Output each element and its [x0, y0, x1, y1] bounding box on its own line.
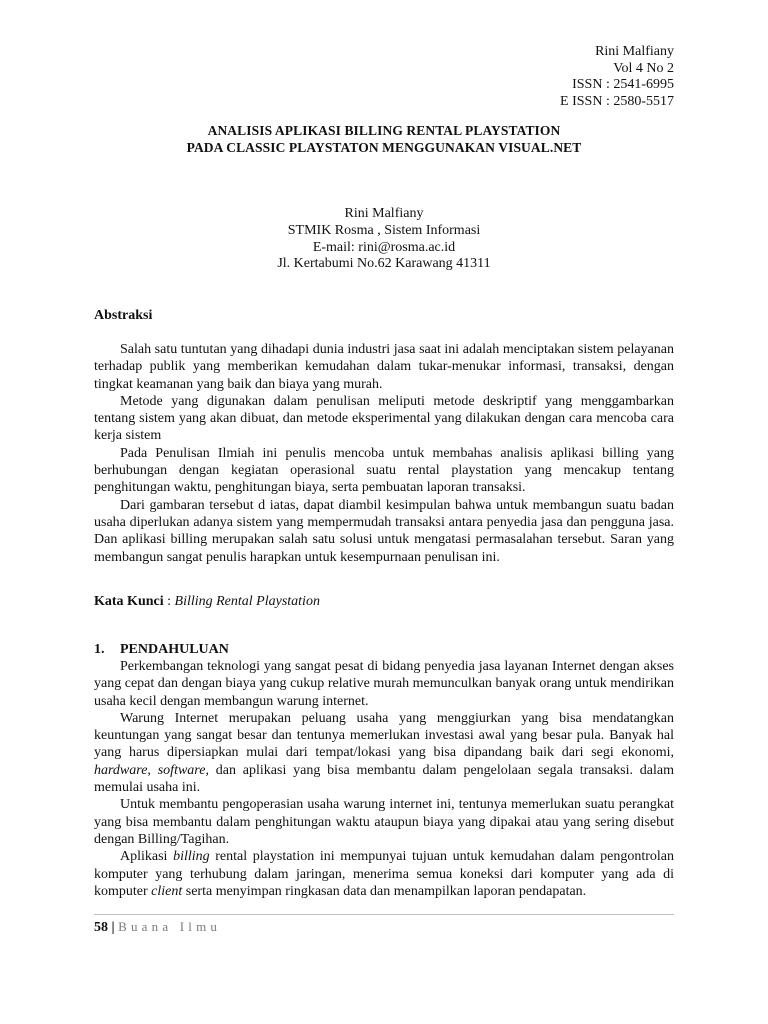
header-eissn: E ISSN : 2580-5517 — [560, 93, 674, 109]
keywords-value: Billing Rental Playstation — [174, 594, 320, 609]
author-email: E-mail: rini@rosma.ac.id — [312, 239, 456, 255]
paper-title — [0, 122, 768, 156]
author-address: Jl. Kertabumi No.62 Karawang 41311 — [277, 256, 491, 272]
header-volume: Vol 4 No 2 — [613, 60, 674, 76]
abstract-paragraph: Dari gambaran tersebut d iatas, dapat diambil kesimpulan bahwa untuk membangun suatu badan usaha diperlukan adanya sistem yang mempermudah transaksi antara penyedia jasa dan pengguna jasa. Dan aplikasi billing merupakan salah satu solusi untuk mengatasi permasalahan tersebut. Saran yang membangun sangat penulis harapkan untuk kesempurnaan penulisan ini. — [94, 497, 674, 565]
footer-separator: | — [108, 920, 119, 935]
p4-text-a: Aplikasi — [120, 849, 174, 865]
section-title: PENDAHULUAN — [120, 642, 229, 657]
title-line-1: ANALISIS APLIKASI BILLING RENTAL PLAYSTATION — [207, 123, 561, 138]
section-number: 1. — [94, 642, 105, 657]
pendahuluan-paragraph-1: Perkembangan teknologi yang sangat pesat di bidang penyedia jasa layanan Internet dengan akses yang cepat dan dengan biaya yang cukup relative murah memunculkan banyak orang untuk mendirikan usaha kecil dengan membangun warung internet. — [94, 659, 674, 709]
p4-text-b: rental playstation ini mempunyai tujuan untuk kemudahan dalam pengontrolan komputer yang terhubung dalam jaringan, menerima semua koneksi dari komputer yang ada di komputer — [94, 849, 674, 899]
section-heading-pendahuluan — [94, 641, 229, 658]
p2-software: software — [157, 762, 206, 778]
title-line-2: PADA CLASSIC PLAYSTATON MENGGUNAKAN VISUAL.NET — [186, 140, 582, 155]
author-name: Rini Malfiany — [344, 206, 424, 221]
keywords-label: Kata Kunci — [94, 594, 164, 609]
journal-name: Buana Ilmu — [118, 919, 222, 934]
p2-text-a: Warung Internet merupakan peluang usaha yang menggiurkan yang bisa mendatangkan keuntungan yang sangat besar dan tentunya memerlukan investasi awal yang besar pula. Banyak hal yang harus dipersiapkan mulai dari tempat/lokasi yang bisa dipandang baik dari segi ekonomi, — [94, 710, 674, 761]
author-block — [0, 206, 768, 273]
header-meta — [560, 44, 674, 110]
keywords-line — [94, 593, 320, 610]
keywords-separator: : — [163, 594, 175, 609]
header-author: Rini Malfiany — [595, 44, 674, 59]
pendahuluan-body — [94, 658, 674, 900]
footer-divider — [94, 914, 674, 915]
p4-billing: billing — [173, 849, 210, 865]
pendahuluan-paragraph-2 — [94, 710, 674, 796]
abstract-paragraph: Pada Penulisan Ilmiah ini penulis mencoba untuk membahas analisis aplikasi billing yang berhubungan dengan kegiatan operasional suatu rental playstation yang mencakup tentang penghitungan waktu, penghitungan biaya, serta pembuatan laporan transaksi. — [94, 445, 674, 496]
abstract-paragraph: Metode yang digunakan dalam penulisan meliputi metode deskriptif yang menggambarkan tentang sistem yang akan dibuat, dan metode eksperimental yang dilakukan dengan cara mencoba cara kerja sistem — [94, 393, 674, 444]
p2-hardware: hardware — [94, 762, 148, 778]
author-affiliation: STMIK Rosma , Sistem Informasi — [287, 222, 481, 238]
p2-text-b: , dan aplikasi yang bisa membantu dalam pengelolaan segala transaksi. dalam memulai usaha ini. — [94, 762, 674, 796]
p2-comma: , — [147, 762, 158, 778]
header-issn: ISSN : 2541-6995 — [572, 77, 674, 93]
p4-text-c: serta menyimpan ringkasan data dan menampilkan laporan pendapatan. — [182, 883, 587, 899]
pendahuluan-paragraph-4 — [94, 848, 674, 900]
abstract-body — [94, 341, 674, 566]
abstract-paragraph: Salah satu tuntutan yang dihadapi dunia industri jasa saat ini adalah menciptakan sistem pelayanan terhadap publik yang memberikan kemudahan dalam tukar-menukar informasi, transaksi, dengan tingkat keamanan yang baik dan biaya yang murah. — [94, 342, 674, 392]
page-number: 58 — [94, 920, 108, 935]
abstract-heading: Abstraksi — [94, 308, 153, 323]
pendahuluan-paragraph-3: Untuk membantu pengoperasian usaha warung internet ini, tentunya memerlukan suatu perangkat yang bisa membantu dalam penghitungan waktu ataupun biaya yang dipakai atau yang sering disebut dengan Billing/Tagihan. — [94, 797, 674, 847]
p4-client: client — [151, 883, 183, 899]
page-footer — [94, 918, 221, 936]
